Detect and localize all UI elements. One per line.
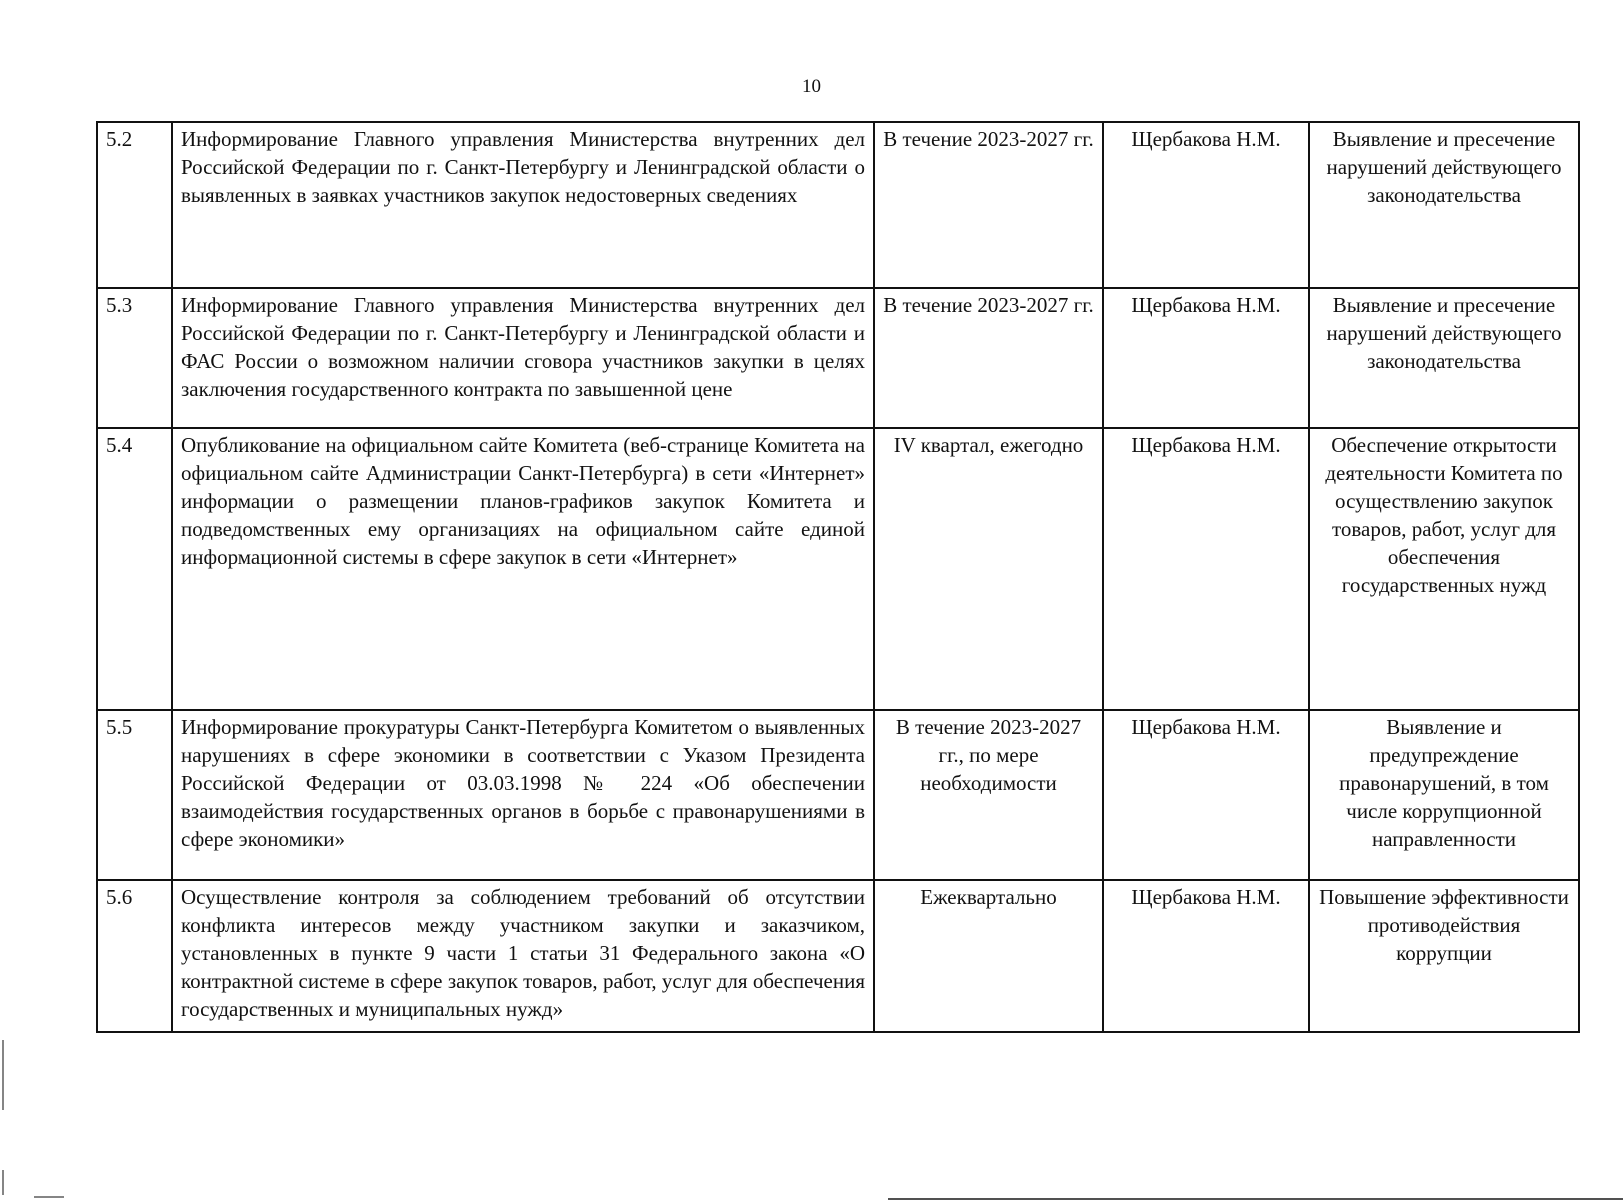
item-description: Информирование прокуратуры Санкт-Петербурга Комитетом о выявленных нарушениях в сфере экономики в соответствии с Указом Президента Российской Федерации от 03.03.1998 № 224 «Об обеспечении взаимодействия государственных органов в борьбе с правонарушениями в сфере экономики» [172, 710, 874, 880]
item-result: Обеспечение открытости деятельности Комитета по осуществлению закупок товаров, работ, услуг для обеспечения государственных нужд [1309, 428, 1579, 710]
table-row [97, 288, 1579, 428]
item-responsible: Щербакова Н.М. [1103, 428, 1309, 710]
item-result: Выявление и пресечение нарушений действующего законодательства [1309, 122, 1579, 288]
table-row [97, 122, 1579, 288]
table-row [97, 710, 1579, 880]
table-row [97, 880, 1579, 1032]
item-description: Осуществление контроля за соблюдением требований об отсутствии конфликта интересов между участником закупки и заказчиком, установленных в пункте 9 части 1 статьи 31 Федерального закона «О контрактной системе в сфере закупок товаров, работ, услуг для обеспечения государственных и муниципальных нужд» [172, 880, 874, 1032]
item-responsible: Щербакова Н.М. [1103, 122, 1309, 288]
item-responsible: Щербакова Н.М. [1103, 880, 1309, 1032]
item-term: В течение 2023-2027 гг. [874, 122, 1103, 288]
scan-artifact-left-1 [2, 1040, 4, 1110]
item-number: 5.6 [97, 880, 172, 1032]
item-term: Ежеквартально [874, 880, 1103, 1032]
item-description: Опубликование на официальном сайте Комитета (веб-странице Комитета на официальном сайте Администрации Санкт-Петербурга) в сети «Интернет» информации о размещении планов-графиков закупок Комитета и подведомственных ему организациях на официальном сайте единой информационной системы в сфере закупок в сети «Интернет» [172, 428, 874, 710]
item-description: Информирование Главного управления Министерства внутренних дел Российской Федерации по г. Санкт-Петербургу и Ленинградской области о выявленных в заявках участников закупок недостоверных сведениях [172, 122, 874, 288]
scan-artifact-bottom-left [34, 1196, 64, 1198]
item-number: 5.2 [97, 122, 172, 288]
item-number: 5.3 [97, 288, 172, 428]
page-number: 10 [802, 76, 821, 97]
item-description: Информирование Главного управления Министерства внутренних дел Российской Федерации по г. Санкт-Петербургу и Ленинградской области и ФАС России о возможном наличии сговора участников закупки в целях заключения государственного контракта по завышенной цене [172, 288, 874, 428]
item-number: 5.4 [97, 428, 172, 710]
item-term: IV квартал, ежегодно [874, 428, 1103, 710]
item-number: 5.5 [97, 710, 172, 880]
scan-artifact-left-2 [2, 1170, 4, 1195]
table-row [97, 428, 1579, 710]
item-result: Повышение эффективности противодействия коррупции [1309, 880, 1579, 1032]
item-result: Выявление и пресечение нарушений действующего законодательства [1309, 288, 1579, 428]
item-result: Выявление и предупреждение правонарушений, в том числе коррупционной направленности [1309, 710, 1579, 880]
item-term: В течение 2023-2027 гг., по мере необходимости [874, 710, 1103, 880]
measures-table [96, 121, 1580, 1033]
item-responsible: Щербакова Н.М. [1103, 710, 1309, 880]
item-responsible: Щербакова Н.М. [1103, 288, 1309, 428]
item-term: В течение 2023-2027 гг. [874, 288, 1103, 428]
